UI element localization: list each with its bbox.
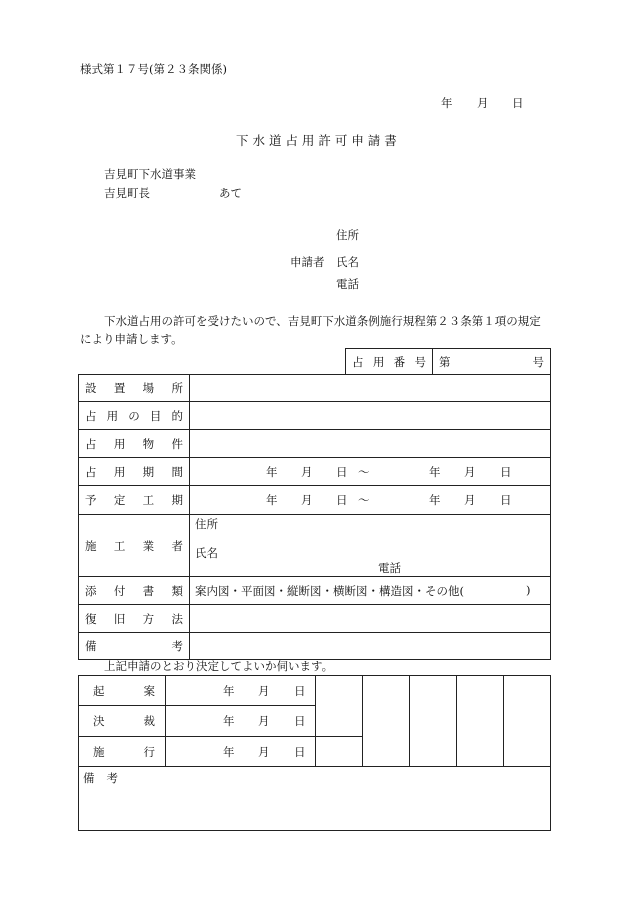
- approval-remarks-field[interactable]: [79, 767, 551, 831]
- seal-box-5[interactable]: [504, 676, 551, 767]
- seal-box-1[interactable]: [316, 676, 363, 737]
- attachments-list: 案内図・平面図・縦断図・横断図・構造図・その他(: [195, 584, 464, 598]
- restoration-method-label: 復 旧 方 法: [79, 605, 190, 633]
- occupancy-period-label: 占 用 期 間: [79, 458, 190, 486]
- occupancy-purpose-field[interactable]: [190, 402, 551, 430]
- date-month-label: 月: [477, 96, 489, 110]
- table-row: [79, 605, 551, 633]
- occupancy-purpose-label: 占 用 の 目 的: [79, 402, 190, 430]
- occupancy-object-label: 占 用 物 件: [79, 430, 190, 458]
- remarks-label: 備 考: [79, 633, 190, 660]
- contractor-field[interactable]: [190, 515, 551, 577]
- table-row: [79, 633, 551, 660]
- main-application-table: [78, 374, 551, 660]
- table-row: [79, 402, 551, 430]
- permit-number-label: 占 用 番 号: [346, 349, 433, 375]
- seal-box-4[interactable]: [457, 676, 504, 767]
- date-year-label: 年: [441, 96, 453, 110]
- contractor-phone-label: 電話: [378, 561, 401, 575]
- applicant-phone-label: 電話: [336, 277, 359, 291]
- permit-number-suffix: 号: [532, 354, 544, 369]
- seal-box-2[interactable]: [363, 676, 410, 767]
- table-row: [79, 458, 551, 486]
- body-text-line1: 下水道占用の許可を受けたいので、吉見町下水道条例施行規程第２３条第１項の規定: [104, 314, 541, 328]
- table-row: [79, 515, 551, 577]
- enforcement-date-field[interactable]: 年 月 日: [166, 737, 316, 767]
- addressee-line2: 吉見町長: [104, 186, 150, 200]
- table-row: [79, 430, 551, 458]
- document-title: 下 水 道 占 用 許 可 申 請 書: [236, 133, 397, 148]
- remarks-field[interactable]: [190, 633, 551, 660]
- table-row: [79, 676, 551, 706]
- contractor-label: 施 工 業 者: [79, 515, 190, 577]
- body-text-line2: により申請します。: [80, 332, 183, 346]
- enforcement-label: 施 行: [79, 737, 166, 767]
- approval-remarks-label-1: 備: [83, 771, 95, 785]
- decision-label: 決 裁: [79, 706, 166, 737]
- seal-box-3[interactable]: [410, 676, 457, 767]
- attachments-close-paren: ): [526, 583, 531, 597]
- table-row: [79, 767, 551, 831]
- construction-period-field[interactable]: 年 月 日 ～ 年 月 日: [190, 486, 551, 515]
- applicant-name-label: 氏名: [336, 255, 359, 269]
- table-row: [79, 486, 551, 515]
- attachments-field[interactable]: [190, 577, 551, 605]
- date-day-label: 日: [512, 96, 524, 110]
- occupancy-object-field[interactable]: [190, 430, 551, 458]
- form-number: 様式第１７号(第２３条関係): [80, 62, 227, 76]
- restoration-method-field[interactable]: [190, 605, 551, 633]
- seal-box-1-extension: [316, 737, 363, 767]
- decision-date-field[interactable]: 年 月 日: [166, 706, 316, 737]
- contractor-name-label: 氏名: [195, 546, 218, 560]
- occupancy-period-field[interactable]: 年 月 日 ～ 年 月 日: [190, 458, 551, 486]
- approval-table: [78, 675, 551, 831]
- drafted-label: 起 案: [79, 676, 166, 706]
- contractor-address-label: 住所: [195, 517, 218, 531]
- addressee-line1: 吉見町下水道事業: [104, 167, 196, 181]
- approval-note: 上記申請のとおり決定してよいか伺います。: [104, 659, 334, 673]
- addressee-honorific: あて: [219, 186, 242, 200]
- approval-remarks-label-2: 考: [106, 771, 118, 785]
- applicant-label: 申請者: [290, 255, 325, 269]
- applicant-address-label: 住所: [336, 228, 359, 242]
- table-row: [79, 577, 551, 605]
- drafted-date-field[interactable]: 年 月 日: [166, 676, 316, 706]
- permit-number-table: [345, 348, 551, 375]
- permit-number-field[interactable]: [433, 349, 551, 375]
- attachments-label: 添 付 書 類: [79, 577, 190, 605]
- table-row: [79, 375, 551, 402]
- construction-period-label: 予 定 工 期: [79, 486, 190, 515]
- installation-location-field[interactable]: [190, 375, 551, 402]
- permit-number-prefix: 第: [439, 354, 451, 369]
- installation-location-label: 設 置 場 所: [79, 375, 190, 402]
